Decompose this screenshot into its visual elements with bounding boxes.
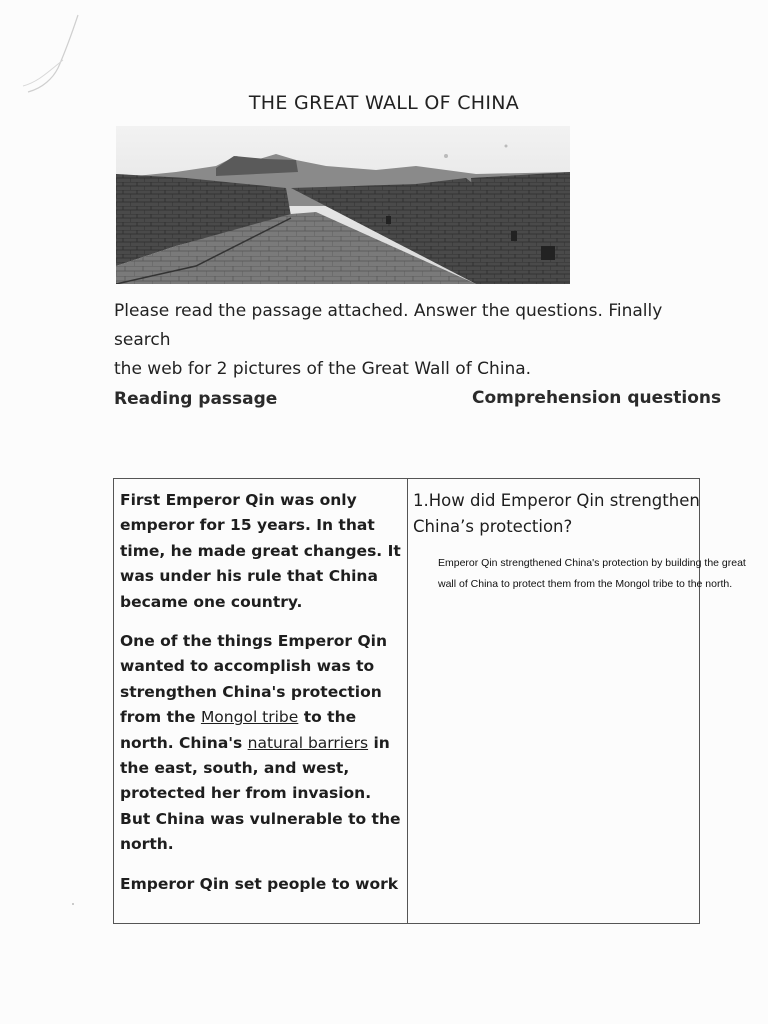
instructions-line-2: the web for 2 pictures of the Great Wall of China. — [114, 359, 532, 379]
passage-text: One of the things Emperor Qin wanted to accomplish was to strengthen China's protection from the — [120, 632, 387, 727]
passage-paragraph-1: First Emperor Qin was only emperor for 15 years. In that time, he made great changes. It was under his rule that China became one country. — [120, 491, 401, 611]
passage-text: in the east, south, and west, protected her from invasion. But China was vulnerable to the north. — [120, 733, 401, 854]
passage-text: to the north. China's — [120, 708, 357, 752]
reading-passage — [120, 488, 405, 911]
question-1: 1.How did Emperor Qin strengthen China’s protection? — [413, 491, 700, 536]
scan-smudge — [18, 10, 98, 100]
comprehension-questions-heading: Comprehension questions — [472, 388, 722, 408]
instructions-line-1: Please read the passage attached. Answer the questions. Finally search — [114, 301, 663, 350]
reading-passage-heading: Reading passage — [114, 389, 278, 409]
instructions — [114, 297, 714, 384]
scan-speck — [72, 903, 74, 905]
answer-1-text[interactable]: Emperor Qin strengthened China's protection by building the great wall of China to protect them from the Mongol tribe to the north. — [438, 557, 746, 590]
passage-paragraph-3: Emperor Qin set people to work — [120, 874, 399, 893]
passage-paragraph-2 — [120, 629, 405, 858]
page-title: THE GREAT WALL OF CHINA — [248, 92, 520, 114]
great-wall-photo — [116, 126, 570, 284]
table-column-divider — [407, 478, 408, 924]
mongol-tribe-link[interactable]: Mongol tribe — [200, 708, 299, 727]
natural-barriers-link[interactable]: natural barriers — [247, 733, 369, 752]
